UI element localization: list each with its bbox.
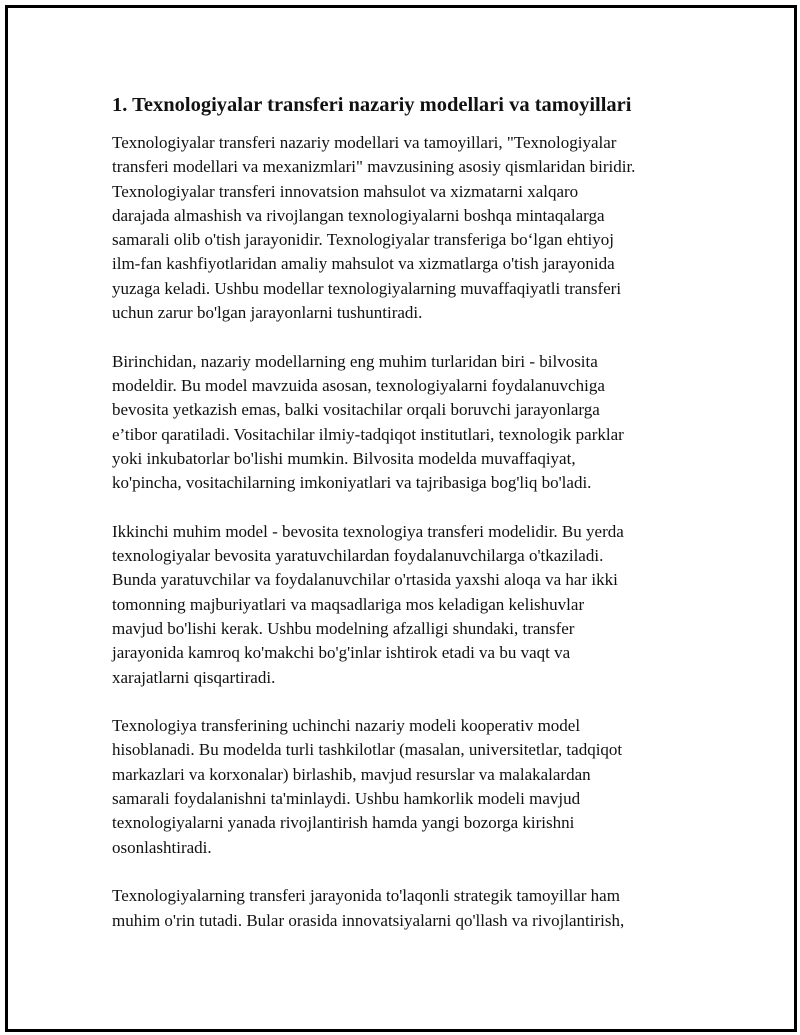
text-line: e’tibor qaratiladi. Vositachilar ilmiy-tadqiqot institutlari, texnologik parklar: [112, 424, 624, 444]
text-line: mavjud bo'lishi kerak. Ushbu modelning afzalligi shundaki, transfer: [112, 618, 575, 638]
text-line: Bunda yaratuvchilar va foydalanuvchilar o'rtasida yaxshi aloqa va har ikki: [112, 570, 618, 590]
text-line: texnologiyalarni yanada rivojlantirish hamda yangi bozorga kirishni: [112, 813, 575, 833]
text-line: osonlashtiradi.: [112, 837, 212, 857]
text-line: hisoblanadi. Bu modelda turli tashkilotlar (masalan, universitetlar, tadqiqot: [112, 740, 623, 760]
text-line: Texnologiyalar transferi nazariy modellari va tamoyillari, "Texnologiyalar: [112, 133, 617, 152]
paragraph-direct-model: [112, 520, 672, 690]
text-line: muhim o'rin tutadi. Bular orasida innovatsiyalarni qo'llash va rivojlantirish,: [112, 910, 625, 930]
document-body: [112, 92, 672, 957]
text-line: Texnologiyalar transferi innovatsion mahsulot va xizmatarni xalqaro: [112, 181, 579, 201]
text-line: yoki inkubatorlar bo'lishi mumkin. Bilvosita modelda muvaffaqiyat,: [112, 448, 576, 468]
text-line: transferi modellari va mexanizmlari" mavzusining asosiy qismlaridan biridir.: [112, 157, 636, 177]
text-line: tomonning majburiyatlari va maqsadlariga mos keladigan kelishuvlar: [112, 594, 585, 614]
text-line: bevosita yetkazish emas, balki vositachilar orqali boruvchi jarayonlarga: [112, 400, 600, 420]
text-line: darajada almashish va rivojlangan texnologiyalarni boshqa mintaqalarga: [112, 205, 605, 225]
paragraph-indirect-model: [112, 350, 672, 496]
text-line: ko'pincha, vositachilarning imkoniyatlari va tajribasiga bog'liq bo'ladi.: [112, 473, 592, 493]
paragraph-intro: [112, 131, 672, 325]
text-line: samarali foydalanishni ta'minlaydi. Ushbu hamkorlik modeli mavjud: [112, 789, 581, 809]
paragraph-cooperative-model: [112, 714, 672, 860]
text-line: Birinchidan, nazariy modellarning eng muhim turlaridan biri - bilvosita: [112, 351, 598, 371]
text-line: ilm-fan kashfiyotlaridan amaliy mahsulot va xizmatlarga o'tish jarayonida: [112, 254, 615, 274]
text-line: markazlari va korxonalar) birlashib, mavjud resurslar va malakalardan: [112, 764, 591, 784]
text-line: xarajatlarni qisqartiradi.: [112, 667, 276, 687]
text-line: jarayonida kamroq ko'makchi bo'g'inlar ishtirok etadi va bu vaqt va: [112, 643, 571, 663]
text-line: samarali olib o'tish jarayonidir. Texnologiyalar transferiga bo‘lgan ehtiyoj: [112, 230, 614, 250]
text-line: Texnologiyalarning transferi jarayonida to'laqonli strategik tamoyillar ham: [112, 886, 620, 906]
text-line: modeldir. Bu model mavzuida asosan, texnologiyalarni foydalanuvchiga: [112, 375, 605, 395]
text-line: yuzaga keladi. Ushbu modellar texnologiyalarning muvaffaqiyatli transferi: [112, 278, 622, 298]
paragraph-strategic-principles: [112, 884, 672, 933]
text-line: Ikkinchi muhim model - bevosita texnologiya transferi modelidir. Bu yerda: [112, 521, 624, 541]
text-line: texnologiyalar bevosita yaratuvchilardan foydalanuvchilarga o'tkaziladi.: [112, 546, 604, 566]
section-heading: 1. Texnologiyalar transferi nazariy modellari va tamoyillari: [112, 94, 632, 116]
text-line: Texnologiya transferining uchinchi nazariy modeli kooperativ model: [112, 716, 581, 736]
text-line: uchun zarur bo'lgan jarayonlarni tushuntiradi.: [112, 303, 423, 323]
